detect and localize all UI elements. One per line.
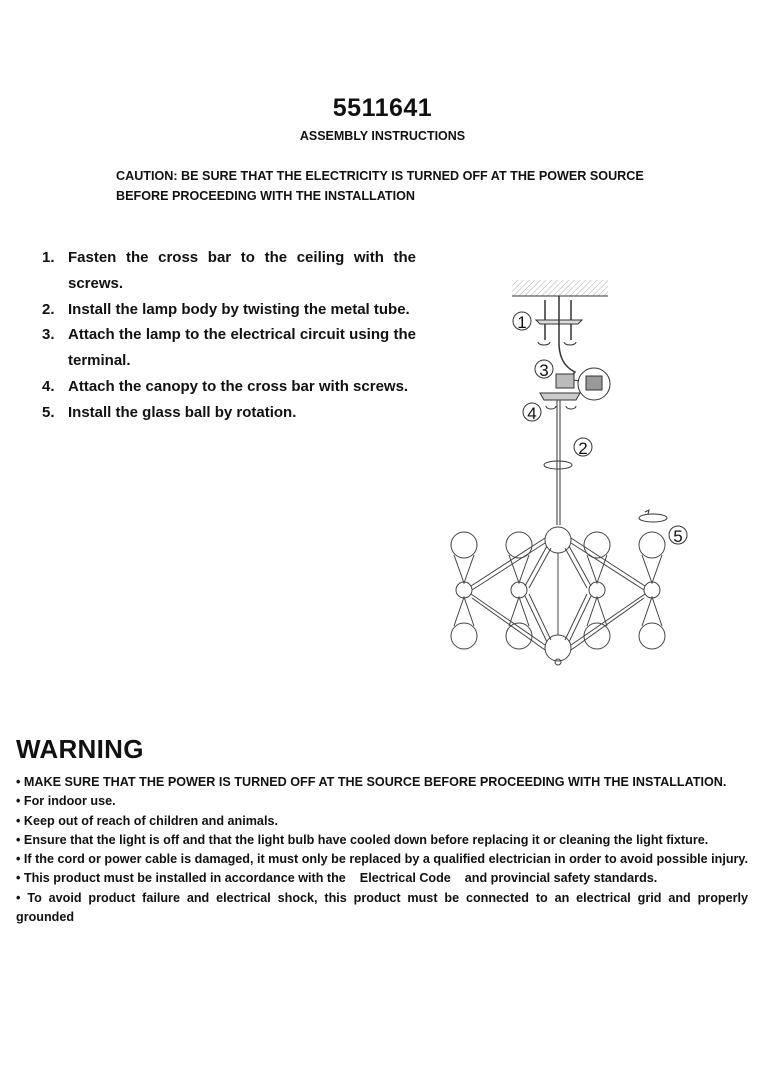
warning-title: WARNING — [16, 734, 144, 764]
warning-item — [16, 831, 748, 850]
step-item — [42, 322, 416, 374]
callout-1: 1 — [517, 313, 527, 332]
bulb-column — [451, 532, 477, 649]
step-item — [42, 245, 416, 297]
caution-line-2: BEFORE PROCEEDING WITH THE INSTALLATION — [116, 189, 415, 203]
step-number: 2. — [42, 300, 55, 318]
warning-text: This product must be installed in accordance with the Electrical Code and provincial safety standards. — [23, 871, 658, 886]
warning-item — [16, 889, 748, 928]
bulb-column — [639, 532, 665, 649]
chandelier — [451, 527, 665, 665]
step-text: Attach the lamp to the electrical circuit using the terminal. — [68, 326, 416, 370]
step-number: 4. — [42, 377, 55, 395]
bullet: • — [16, 871, 21, 886]
step-text: Fasten the cross bar to the ceiling with the screws. — [68, 249, 416, 292]
assembly-steps — [42, 245, 416, 426]
warning-text: To avoid product failure and electrical shock, this product must be connected to an electrical grid and properly grounded — [16, 890, 749, 925]
step-number: 3. — [42, 326, 55, 344]
model-number: 5511641 — [332, 94, 433, 122]
warning-item — [16, 773, 748, 792]
callout-3: 3 — [539, 361, 549, 380]
step-item — [42, 400, 416, 426]
warning-item — [16, 869, 748, 888]
caution-line-1: CAUTION: BE SURE THAT THE ELECTRICITY IS TURNED OFF AT THE POWER SOURCE — [116, 169, 644, 183]
warning-text: For indoor use. — [23, 794, 116, 809]
bullet: • — [16, 775, 21, 789]
warning-text: MAKE SURE THAT THE POWER IS TURNED OFF AT THE SOURCE BEFORE PROCEEDING WITH THE INSTALLATION. — [23, 775, 727, 789]
assembly-diagram — [420, 270, 710, 670]
step-number: 5. — [42, 403, 55, 421]
bullet: • — [16, 890, 21, 905]
warning-text: Ensure that the light is off and that the light bulb have cooled down before replacing it or cleaning the light fixture. — [23, 832, 709, 847]
step-text: Install the glass ball by rotation. — [68, 403, 297, 421]
warning-item — [16, 812, 748, 831]
callout-4: 4 — [527, 404, 537, 423]
warning-item — [16, 792, 748, 811]
caution-notice — [116, 166, 676, 206]
metal-tube — [544, 400, 572, 525]
step-number: 1. — [42, 249, 55, 266]
power-cord — [559, 296, 575, 380]
bullet: • — [16, 852, 21, 867]
warning-text: Keep out of reach of children and animals. — [23, 813, 278, 828]
callout-2: 2 — [578, 439, 588, 458]
rotation-arrow-icon — [639, 510, 667, 522]
warning-list — [16, 773, 748, 927]
callout-5: 5 — [673, 527, 683, 546]
step-item — [42, 297, 416, 323]
document-subtitle: ASSEMBLY INSTRUCTIONS — [299, 129, 466, 143]
warning-text: If the cord or power cable is damaged, it must only be replaced by a qualified electrician in order to avoid possible injury. — [23, 852, 749, 867]
ceiling — [512, 280, 608, 296]
warning-item — [16, 850, 748, 869]
step-item — [42, 374, 416, 400]
step-text: Install the lamp body by twisting the metal tube. — [68, 300, 410, 318]
step-text: Attach the canopy to the cross bar with screws. — [68, 377, 409, 395]
bullet: • — [16, 832, 21, 847]
bullet: • — [16, 813, 21, 828]
bullet: • — [16, 794, 21, 809]
